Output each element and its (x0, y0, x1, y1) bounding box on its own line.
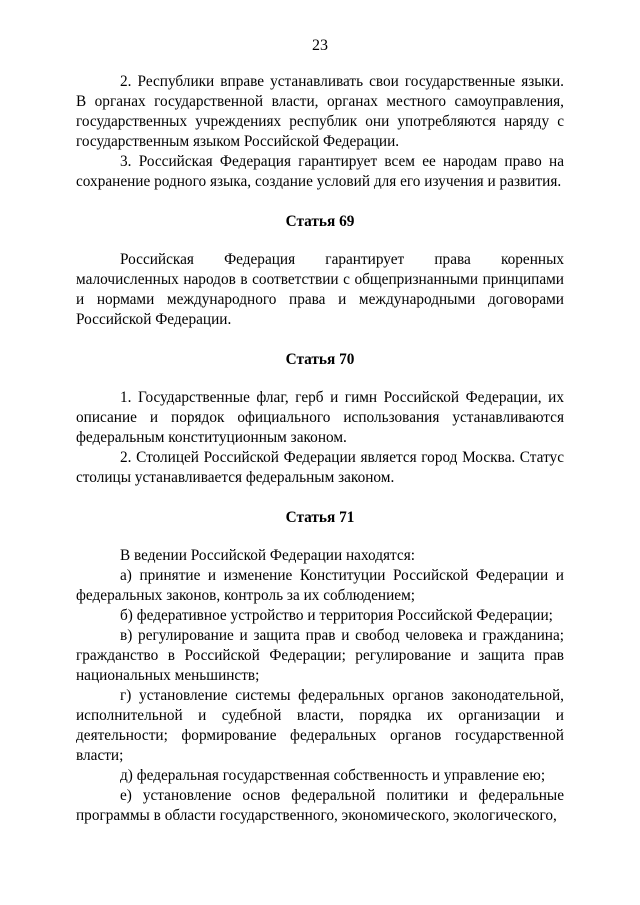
article69-heading: Статья 69 (285, 213, 355, 230)
article70-heading: Статья 70 (285, 351, 355, 368)
article71-item-g: г) установление системы федеральных органов законодательной, исполнительной и судебной власти, порядка их организации и деятельности; формирование федеральных органов государственной власти; (76, 687, 564, 764)
article71-item-v: в) регулирование и защита прав и свобод человека и гражданина; гражданство в Российской Федерации; регулирование и защита прав национальных меньшинств; (76, 627, 564, 684)
article69-paragraph: Российская Федерация гарантирует права коренных малочисленных народов в соответствии с общепризнанными принципами и нормами международного права и международными договорами Российской Федерации. (76, 251, 564, 328)
article71-item-a: а) принятие и изменение Конституции Российской Федерации и федеральных законов, контроль за их соблюдением; (76, 567, 564, 604)
article71-item-b: б) федеративное устройство и территория Российской Федерации; (120, 607, 553, 624)
article71-item-e: е) установление основ федеральной политики и федеральные программы в области государственного, экономического, экологического, (76, 787, 564, 824)
article71-item-d: д) федеральная государственная собственность и управление ею; (120, 767, 546, 784)
article71-heading: Статья 71 (285, 509, 355, 526)
article70-paragraph-1: 1. Государственные флаг, герб и гимн Российской Федерации, их описание и порядок официального использования устанавливаются федеральным конституционным законом. (76, 389, 564, 446)
article70-paragraph-2: 2. Столицей Российской Федерации является город Москва. Статус столицы устанавливается федеральным законом. (76, 449, 564, 486)
article71-intro: В ведении Российской Федерации находятся: (120, 547, 415, 564)
article68-paragraph-2: 2. Республики вправе устанавливать свои государственные языки. В органах государственной власти, органах местного самоуправления, государственных учреждениях республик они употребляются наряду с государственным языком Российской Федерации. (76, 73, 564, 150)
page-content (76, 72, 564, 826)
article71-item-list (76, 566, 564, 826)
article68-paragraph-3: 3. Российская Федерация гарантирует всем ее народам право на сохранение родного языка, создание условий для его изучения и развития. (76, 153, 564, 190)
page-number: 23 (312, 37, 328, 54)
